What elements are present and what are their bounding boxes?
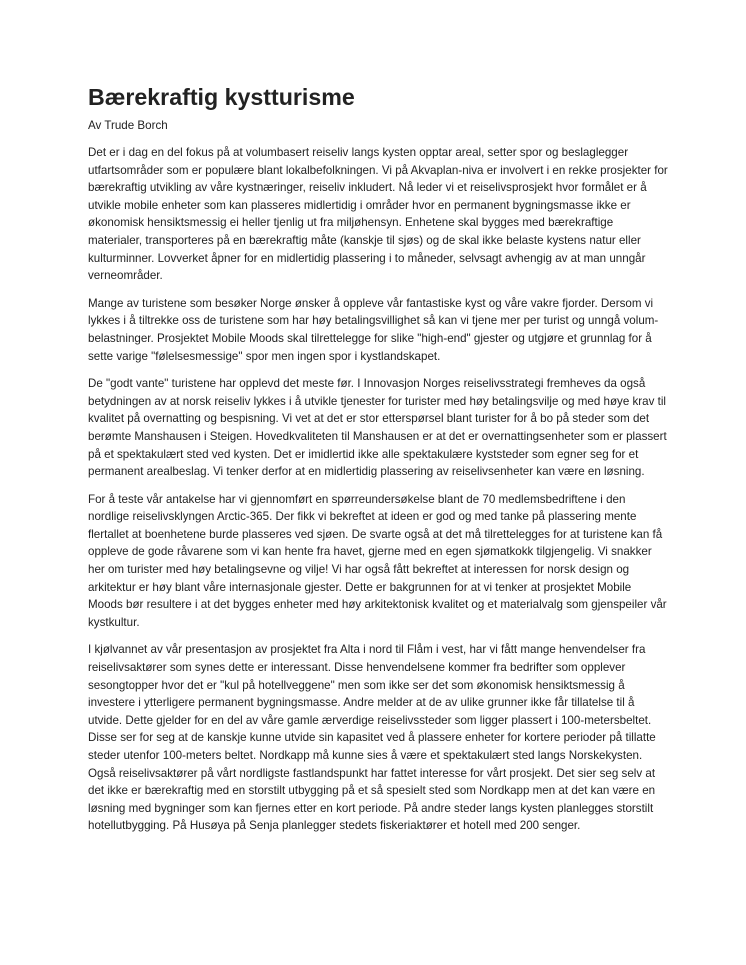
paragraph-tourists: Mange av turistene som besøker Norge ønsker å oppleve vår fantastiske kyst og våre vakre fjorder. Dersom vi lykkes i å tiltrekke oss de turistene som har høy betalingsvillighet så kan vi tjene mer per turist og unngå volum-belastninger. Prosjektet Mobile Moods skal tilrettelegge for slike "high-end" gjester og utgjøre et grunnlag for å sette varige "følelsesmessige" spor men ingen spor i kystlandskapet. <box>88 296 659 363</box>
document-body <box>88 84 668 835</box>
paragraph-inquiries: I kjølvannet av vår presentasjon av prosjektet fra Alta i nord til Flåm i vest, har vi fått mange henvendelser fra reiselivsaktører som synes dette er interessant. Disse henvendelsene kommer fra bedrifter som opplever sesongtopper hvor det er "kul på hotellveggene" men som ikke ser det som økonomisk hensiktsmessig å investere i ytterligere permanent bygningsmasse. Andre melder at de av ulike grunner ikke får tillatelse til å utvide. Dette gjelder for en del av våre gamle ærverdige reiselivssteder som ligger plassert i 100-metersbeltet. Disse ser for seg at de kanskje kunne utvide sin kapasitet ved å plassere enheter for kortere perioder på tillatte steder utenfor 100-meters beltet. Nordkapp må kunne sies å være et spektakulært sted langs Norskekysten. Også reiselivsaktører på vårt nordligste fastlandspunkt har fattet interesse for vårt prosjekt. Det sier seg selv at det ikke er bærekraftig med en storstilt utbygging på et så spesielt sted som Nordkapp men at det kan være en løsning med bygninger som kan fjernes etter en kort periode. På andre steder langs kysten planlegges storstilt hotellutbygging. På Husøya på Senja planlegger stedets fiskeriaktører et hotell med 200 senger. <box>88 643 656 833</box>
document-title: Bærekraftig kystturisme <box>88 84 355 110</box>
author-byline: Av Trude Borch <box>88 119 168 132</box>
paragraph-survey: For å teste vår antakelse har vi gjennomført en spørreundersøkelse blant de 70 medlemsbedriftene i den nordlige reiselivsklyngen Arctic-365. Der fikk vi bekreftet at ideen er god og med tanke på plassering mente flertallet at boenhetene burde plasseres ved sjøen. De svarte også at det må tilrettelegges for at turistene kan få oppleve de gode råvarene som vi kan hente fra havet, gjerne med en egen sjømatkokk tilgjengelig. Vi snakker her om turister med høy betalingsevne og vilje! Vi har også fått bekreftet at interessen for norsk design og arkitektur er høy blant våre internasjonale gjester. Dette er bakgrunnen for at vi tenker at prosjektet Mobile Moods bør resultere i at det bygges enheter med høy arkitektonisk kvalitet og et materialvalg som gjenspeiler vår kystkultur. <box>88 492 667 629</box>
paragraph-demand: De "godt vante" turistene har opplevd det meste før. I Innovasjon Norges reiselivsstrategi fremheves da også betydningen av at norsk reiseliv lykkes i å utvikle tjenester for turister med høy betalingsvilje og med høye krav til kvalitet på overnatting og bespisning. Vi vet at det er stor etterspørsel blant turister for å bo på steder som det berømte Manshausen i Steigen. Hovedkvaliteten til Manshausen er at det er overnattingsenheter som er plassert på et spektakulært sted ved kysten. Det er imidlertid ikke alle spektakulære kyststeder som egner seg for et permanent arealbeslag. Vi tenker derfor at en midlertidig plassering av reiselivsenheter kan være en løsning. <box>88 377 667 479</box>
paragraph-intro: Det er i dag en del fokus på at volumbasert reiseliv langs kysten opptar areal, setter spor og beslaglegger utfartsområder som er populære blant lokalbefolkningen. Vi på Akvaplan-niva er involvert i en rekke prosjekter for bærekraftig utvikling av våre kystnæringer, reiseliv inkludert. Nå leder vi et reiselivsprosjekt hvor formålet er å utvikle mobile enheter som kan plasseres midlertidig i områder hvor en permanent bygningsmasse ikke er økonomisk hensiktsmessig ei heller tjenlig ut fra miljøhensyn. Enhetene skal bygges med bærekraftige materialer, transporteres på en bærekraftig måte (kanskje til sjøs) og de skal ikke belaste kystens natur eller kulturminner. Lovverket åpner for en midlertidig plassering i to måneder, selvsagt avhengig av at man unngår verneområder. <box>88 146 668 283</box>
